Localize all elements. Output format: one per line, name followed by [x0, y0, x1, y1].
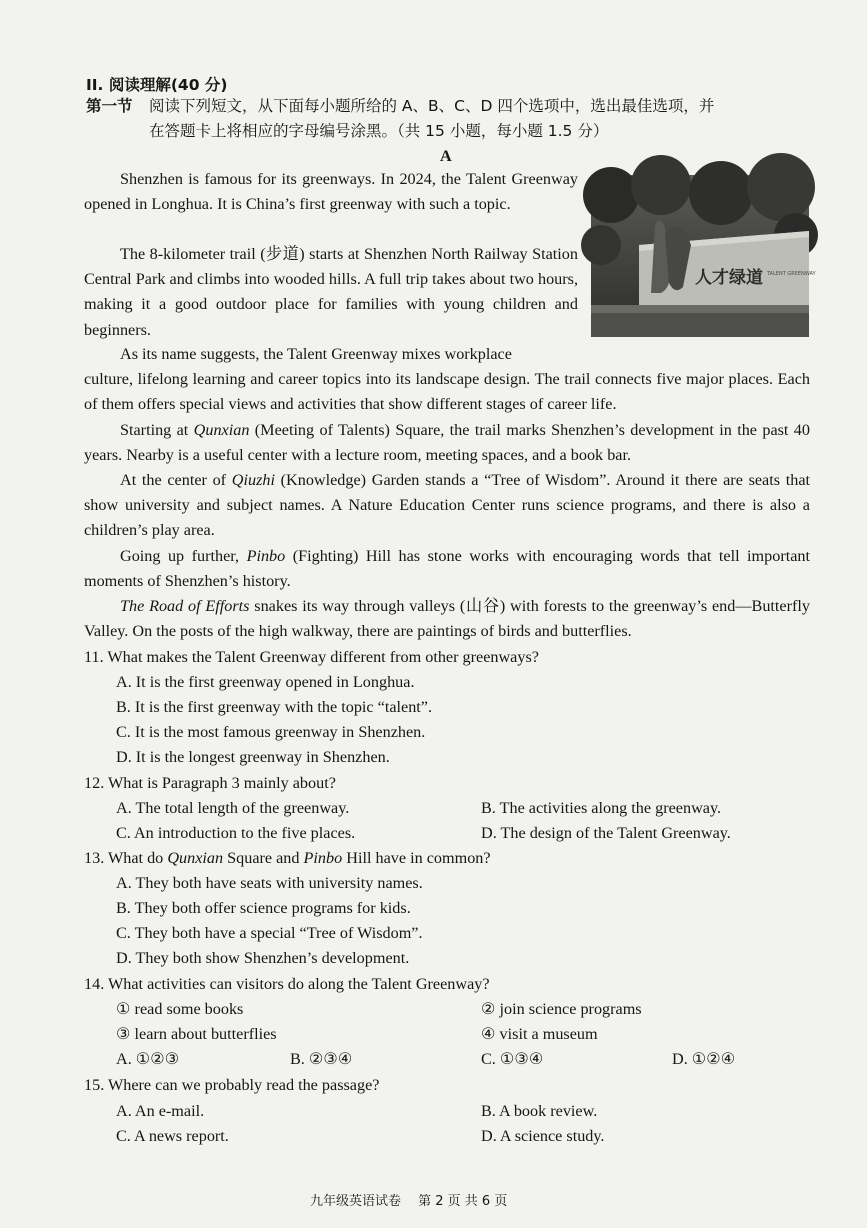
question-12-stem: 12. What is Paragraph 3 mainly about? — [84, 774, 336, 792]
q15-option-a: A. An e-mail. — [116, 1102, 205, 1120]
part-label: 第一节 — [86, 97, 133, 115]
q14-item-3: ③ learn about butterflies — [116, 1025, 277, 1043]
place-name: Pinbo — [246, 547, 286, 565]
passage-letter: A — [440, 147, 452, 165]
q12-option-d: D. The design of the Talent Greenway. — [481, 824, 731, 842]
q11-option-a: A. It is the first greenway opened in Longhua. — [116, 673, 415, 691]
q14-option-b: B. ②③④ — [290, 1050, 353, 1068]
paragraph-2: The 8-kilometer trail (步道) starts at Shenzhen North Railway Station Central Park and climbs into wooded hills. A full trip takes about two hours, making it a good outdoor place for families with young children and beginners. — [84, 245, 578, 339]
instruction-line-2: 在答题卡上将相应的字母编号涂黑。（共 15 小题，每小题 1.5 分） — [149, 122, 609, 140]
q14-option-c: C. ①③④ — [481, 1050, 544, 1068]
sign-text-cn: 人才绿道 — [695, 268, 763, 288]
paragraph-6: Going up further, Pinbo (Fighting) Hill has stone works with encouraging words that tell important moments of Shenzhen’s history. — [84, 547, 810, 591]
q11-option-d: D. It is the longest greenway in Shenzhen. — [116, 748, 390, 766]
q15-option-d: D. A science study. — [481, 1127, 605, 1145]
q13-option-a: A. They both have seats with university names. — [116, 874, 423, 892]
question-14-stem: 14. What activities can visitors do along the Talent Greenway? — [84, 975, 490, 993]
question-13-stem: 13. What do Qunxian Square and Pinbo Hill have in common? — [84, 849, 491, 867]
paragraph-5: At the center of Qiuzhi (Knowledge) Garden stands a “Tree of Wisdom”. Around it there are seats that show university and subject names. A Nature Education Center runs science programs, and there is also a children’s play area. — [84, 471, 811, 540]
q15-option-c: C. A news report. — [116, 1127, 229, 1145]
place-name: Qunxian — [193, 421, 250, 439]
greenway-photo — [591, 175, 816, 337]
question-15-stem: 15. Where can we probably read the passage? — [84, 1076, 380, 1094]
q13-option-c: C. They both have a special “Tree of Wisdom”. — [116, 924, 423, 942]
q12-option-b: B. The activities along the greenway. — [481, 799, 722, 817]
place-name: Qiuzhi — [231, 471, 275, 489]
instruction-line-1: 阅读下列短文，从下面每小题所给的 A、B、C、D 四个选项中，选出最佳选项，并 — [149, 97, 715, 115]
page-footer: 九年级英语试卷 第 2 页 共 6 页 — [310, 1194, 508, 1209]
place-name: The Road of Efforts — [120, 597, 250, 615]
q14-option-a: A. ①②③ — [116, 1050, 180, 1068]
section-heading: II. 阅读理解(40 分) — [86, 76, 228, 94]
paragraph-3-rest: culture, lifelong learning and career topics into its landscape design. The trail connects five major places. Each of them offers special views and activities that show different stages of career life. — [84, 370, 810, 414]
q13-option-d: D. They both show Shenzhen’s development. — [116, 949, 410, 967]
q11-option-b: B. It is the first greenway with the topic “talent”. — [116, 698, 433, 716]
q14-item-2: ② join science programs — [481, 1000, 642, 1018]
paragraph-7: The Road of Efforts snakes its way through valleys (山谷) with forests to the greenway’s end—Butterfly Valley. On the posts of the high walkway, there are paintings of birds and butterflies. — [84, 597, 810, 641]
q13-option-b: B. They both offer science programs for kids. — [116, 899, 411, 917]
q14-option-d: D. ①②④ — [672, 1050, 736, 1068]
q11-option-c: C. It is the most famous greenway in Shenzhen. — [116, 723, 426, 741]
q14-item-4: ④ visit a museum — [481, 1025, 598, 1043]
paragraph-3-start: As its name suggests, the Talent Greenway mixes workplace — [120, 345, 512, 363]
q15-option-b: B. A book review. — [481, 1102, 598, 1120]
q14-item-1: ① read some books — [116, 1000, 244, 1018]
sign-text-en: TALENT GREENWAY — [767, 271, 816, 277]
question-11-stem: 11. What makes the Talent Greenway different from other greenways? — [84, 648, 539, 666]
paragraph-1: Shenzhen is famous for its greenways. In 2024, the Talent Greenway opened in Longhua. It is China’s first greenway with such a topic. — [84, 170, 578, 214]
paragraph-4: Starting at Qunxian (Meeting of Talents) Square, the trail marks Shenzhen’s development in the past 40 years. Nearby is a useful center with a lecture room, meeting spaces, and a book bar. — [84, 421, 810, 465]
q12-option-a: A. The total length of the greenway. — [116, 799, 350, 817]
q12-option-c: C. An introduction to the five places. — [116, 824, 356, 842]
